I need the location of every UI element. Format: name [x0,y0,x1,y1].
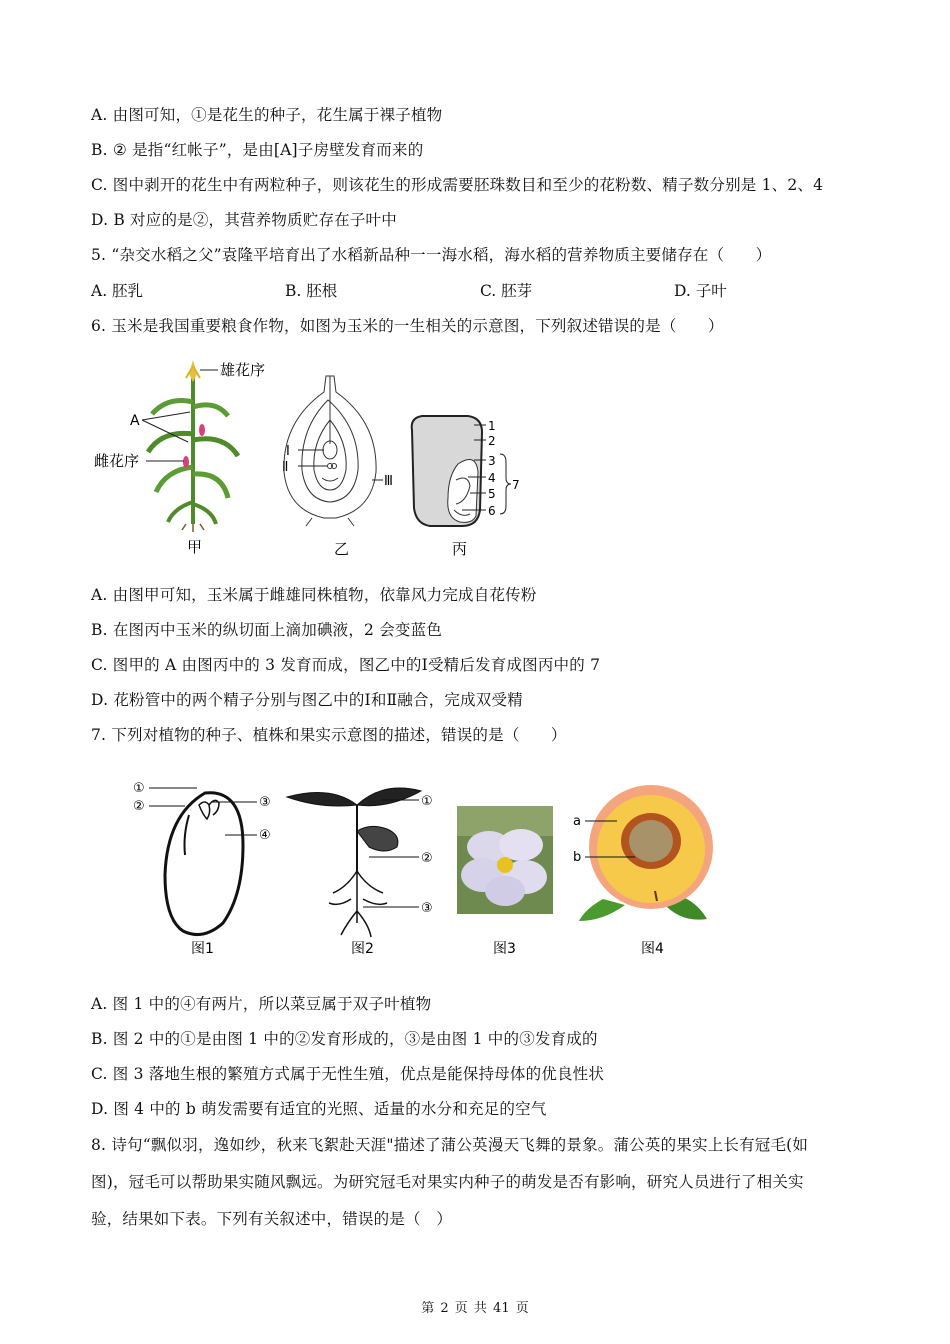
q6-figure [90,352,530,564]
label-ci: 雌花序 [94,452,140,470]
fig4-label: 图4 [641,941,664,957]
seed-label-4: ④ [259,828,271,843]
page-footer: 第 2 页 共 41 页 [421,1301,529,1316]
q4-option-d: D. B 对应的是②，其营养物质贮存在子叶中 [91,211,397,229]
q7-option-d: D. 图 4 中的 b 萌发需要有适宜的光照、适量的水分和充足的空气 [91,1100,547,1118]
q4-option-c: C. 图中剥开的花生中有两粒种子，则该花生的形成需要胚珠数目和至少的花粉数、精子数分别是 1、2、4 [91,176,824,194]
corn-plant-illustration [148,360,238,532]
q6-option-c: C. 图甲的 A 由图丙中的 3 发育而成，图乙中的Ⅰ受精后发育成图丙中的 7 [91,656,601,674]
fig3-label: 图3 [493,941,516,957]
q5-stem: 5. “杂交水稻之父”袁隆平培育出了水稻新品种一一海水稻，海水稻的营养物质主要储存在（ ） [91,246,772,264]
label-num-4: 4 [488,471,496,485]
q8-stem-line2: 图)，冠毛可以帮助果实随风飘远。为研究冠毛对果实内种子的萌发是否有影响，研究人员进行了相关实 [91,1173,804,1191]
flower-photo [457,806,553,914]
peach-label-b: b [573,850,582,865]
q5-option-a: A. 胚乳 [91,282,144,300]
seedling-label-3: ③ [421,901,433,916]
ovary-section-illustration [284,376,376,526]
q6-stem: 6. 玉米是我国重要粮食作物，如图为玉米的一生相关的示意图，下列叙述错误的是（ ） [91,317,724,335]
label-num-7: 7 [512,478,520,492]
label-num-2: 2 [488,434,496,448]
label-num-1: 1 [488,419,496,433]
fig1-label: 图1 [191,941,214,957]
q7-figure [125,775,725,960]
seedling-label-1: ① [421,794,433,809]
label-roman2: Ⅱ [282,460,289,475]
bean-seed-illustration [165,793,243,935]
label-num-3: 3 [488,454,496,468]
label-roman1: Ⅰ [286,444,290,459]
q5-option-b: B. 胚根 [285,282,338,300]
q4-option-b: B. ② 是指“红帐子”，是由[A]子房壁发育而来的 [91,141,424,159]
seedling-label-2: ② [421,851,433,866]
q8-stem-line1: 8. 诗句“飘似羽，逸如纱，秋来飞絮赴天涯"描述了蒲公英漫天飞舞的景象。蒲公英的果实上长有冠毛(如 [91,1136,809,1154]
q7-option-a: A. 图 1 中的④有两片，所以菜豆属于双子叶植物 [91,995,432,1013]
bean-seedling-illustration [287,788,421,937]
label-roman3: Ⅲ [384,474,393,489]
label-num-5: 5 [488,487,496,501]
peach-label-a: a [573,814,581,829]
q8-stem-line3: 验，结果如下表。下列有关叙述中，错误的是（ ） [91,1210,453,1228]
q7-option-b: B. 图 2 中的①是由图 1 中的②发育形成的，③是由图 1 中的③发育成的 [91,1030,598,1048]
label-num-6: 6 [488,504,496,518]
q6-option-a: A. 由图甲可知，玉米属于雌雄同株植物，依靠风力完成自花传粉 [91,586,537,604]
label-bing: 丙 [452,540,468,558]
peach-section-illustration [579,785,713,921]
seed-label-2: ② [133,799,145,814]
label-a: A [130,413,140,429]
label-jia: 甲 [187,538,203,556]
seed-label-1: ① [133,781,145,796]
q7-option-c: C. 图 3 落地生根的繁殖方式属于无性生殖，优点是能保持母体的优良性状 [91,1065,605,1083]
fig2-label: 图2 [351,941,374,957]
q7-stem: 7. 下列对植物的种子、植株和果实示意图的描述，错误的是（ ） [91,726,567,744]
seed-label-3: ③ [259,795,271,810]
q6-option-b: B. 在图丙中玉米的纵切面上滴加碘液，2 会变蓝色 [91,621,443,639]
q5-option-d: D. 子叶 [674,282,727,300]
q5-option-c: C. 胚芽 [480,282,533,300]
q6-option-d: D. 花粉管中的两个精子分别与图乙中的Ⅰ和Ⅱ融合，完成双受精 [91,691,523,709]
label-xiong: 雄花序 [220,361,266,379]
label-yi: 乙 [334,540,350,558]
q4-option-a: A. 由图可知，①是花生的种子，花生属于裸子植物 [91,106,443,124]
